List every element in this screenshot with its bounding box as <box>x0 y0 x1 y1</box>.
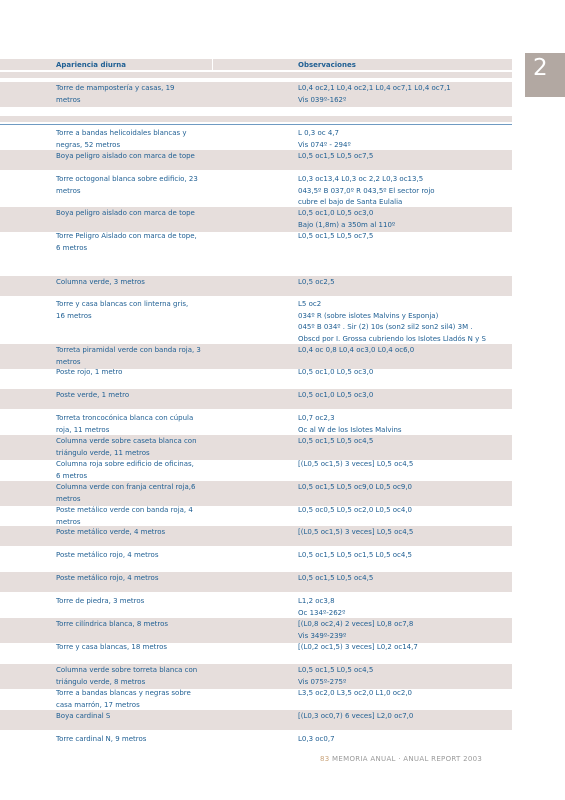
cell-apariencia: Columna verde con franja central roja,6 metros <box>56 483 196 503</box>
cell-observaciones: L0,5 oc1,5 L0,5 oc7,5 <box>298 232 374 240</box>
cell-apariencia: Torreta piramidal verde con banda roja, 3 metros <box>56 346 201 366</box>
cell-apariencia: Boya peligro aislado con marca de tope <box>56 209 195 217</box>
column-header-observaciones: Observaciones <box>298 61 356 69</box>
separator-band <box>0 116 512 122</box>
cell-observaciones: L0,7 oc2,3 Oc al W de los Islotes Malvins <box>298 414 402 434</box>
cell-apariencia: Poste verde, 1 metro <box>56 391 130 399</box>
cell-apariencia: Poste metálico verde con banda roja, 4 metros <box>56 506 193 526</box>
cell-observaciones: L5 oc2 034º R (sobre islotes Malvins y Esponja) 045º B 034º . Sir (2) 10s (son2 sil2 son2 sil4) 3M . Obscd por I. Grossa cubriendo los Islotes Lladós N y S <box>298 300 486 343</box>
page-number: 83 <box>320 755 330 763</box>
page-tab <box>525 53 565 97</box>
cell-observaciones: L0,5 oc1,5 L0,5 oc1,5 L0,5 oc4,5 <box>298 551 413 559</box>
cell-apariencia: Columna verde, 3 metros <box>56 278 145 286</box>
cell-apariencia: Torre y casa blancas, 18 metros <box>56 643 168 651</box>
cell-apariencia: Torre de piedra, 3 metros <box>56 597 145 605</box>
separator-band <box>0 72 512 78</box>
cell-apariencia: Boya cardinal S <box>56 712 111 720</box>
cell-observaciones: [(L0,8 oc2,4) 2 veces] L0,8 oc7,8 Vis 349º-239º <box>298 620 414 640</box>
cell-observaciones: L0,5 oc1,5 L0,5 oc4,5 <box>298 437 374 445</box>
column-header-apariencia: Apariencia diurna <box>56 61 126 69</box>
section-rule <box>0 124 512 125</box>
cell-observaciones: [(L0,3 oc0,7) 6 veces] L2,0 oc7,0 <box>298 712 414 720</box>
page-footer <box>320 755 482 763</box>
cell-observaciones: L0,5 oc1,0 L0,5 oc3,0 <box>298 391 374 399</box>
cell-observaciones: L0,5 oc1,5 L0,5 oc4,5 Vis 075º-275º <box>298 666 374 686</box>
cell-apariencia: Torre Peligro Aislado con marca de tope, 6 metros <box>56 232 197 252</box>
cell-observaciones: L0,5 oc1,5 L0,5 oc7,5 <box>298 152 374 160</box>
cell-apariencia: Torre a bandas blancas y negras sobre casa marrón, 17 metros <box>56 689 191 709</box>
cell-observaciones: L0,5 oc1,0 L0,5 oc3,0 <box>298 368 374 376</box>
cell-apariencia: Torreta troncocónica blanca con cúpula roja, 11 metros <box>56 414 194 434</box>
cell-observaciones: L0,4 oc 0,8 L0,4 oc3,0 L0,4 oc6,0 <box>298 346 415 354</box>
cell-observaciones: L0,5 oc0,5 L0,5 oc2,0 L0,5 oc4,0 <box>298 506 413 514</box>
cell-apariencia: Torre cardinal N, 9 metros <box>56 735 147 743</box>
cell-apariencia: Torre a bandas helicoidales blancas y negras, 52 metros <box>56 129 187 149</box>
cell-observaciones: [(L0,5 oc1,5) 3 veces] L0,5 oc4,5 <box>298 460 414 468</box>
cell-apariencia: Poste metálico rojo, 4 metros <box>56 551 159 559</box>
cell-observaciones: L0,5 oc1,5 L0,5 oc4,5 <box>298 574 374 582</box>
page-tab-number: 2 <box>533 55 548 81</box>
cell-observaciones: [(L0,5 oc1,5) 3 veces] L0,5 oc4,5 <box>298 528 414 536</box>
cell-apariencia: Boya peligro aislado con marca de tope <box>56 152 195 160</box>
cell-observaciones: L0,4 oc2,1 L0,4 oc2,1 L0,4 oc7,1 L0,4 oc7,1 Vis 039º-162º <box>298 84 451 104</box>
cell-apariencia: Columna roja sobre edificio de oficinas, 6 metros <box>56 460 194 480</box>
cell-apariencia: Torre cilíndrica blanca, 8 metros <box>56 620 169 628</box>
cell-apariencia: Torre octogonal blanca sobre edificio, 23 metros <box>56 175 198 195</box>
cell-apariencia: Torre y casa blancas con linterna gris, 16 metros <box>56 300 189 320</box>
cell-observaciones: L1,2 oc3,8 Oc 134º-262º <box>298 597 346 617</box>
cell-observaciones: L0,5 oc2,5 <box>298 278 335 286</box>
cell-apariencia: Poste rojo, 1 metro <box>56 368 123 376</box>
cell-observaciones: [(L0,2 oc1,5) 3 veces] L0,2 oc14,7 <box>298 643 418 651</box>
cell-apariencia: Torre de mampostería y casas, 19 metros <box>56 84 175 104</box>
footer-text: MEMORIA ANUAL · ANUAL REPORT 2003 <box>329 755 483 763</box>
cell-observaciones: L0,3 oc0,7 <box>298 735 335 743</box>
cell-apariencia: Columna verde sobre caseta blanca con triángulo verde, 11 metros <box>56 437 197 457</box>
cell-apariencia: Poste metálico rojo, 4 metros <box>56 574 159 582</box>
cell-apariencia: Poste metálico verde, 4 metros <box>56 528 166 536</box>
header-separator <box>212 59 213 70</box>
cell-observaciones: L3,5 oc2,0 L3,5 oc2,0 L1,0 oc2,0 <box>298 689 413 697</box>
cell-observaciones: L0,5 oc1,5 L0,5 oc9,0 L0,5 oc9,0 <box>298 483 413 491</box>
cell-observaciones: L 0,3 oc 4,7 Vis 074º - 294º <box>298 129 351 149</box>
cell-observaciones: L0,3 oc13,4 L0,3 oc 2,2 L0,3 oc13,5 043,5º B 037,0º R 043,5º El sector rojo cubre el bajo de Santa Eulalia <box>298 175 435 206</box>
cell-observaciones: L0,5 oc1,0 L0,5 oc3,0 Bajo (1,8m) a 350m al 110º <box>298 209 396 229</box>
cell-apariencia: Columna verde sobre torreta blanca con triángulo verde, 8 metros <box>56 666 198 686</box>
